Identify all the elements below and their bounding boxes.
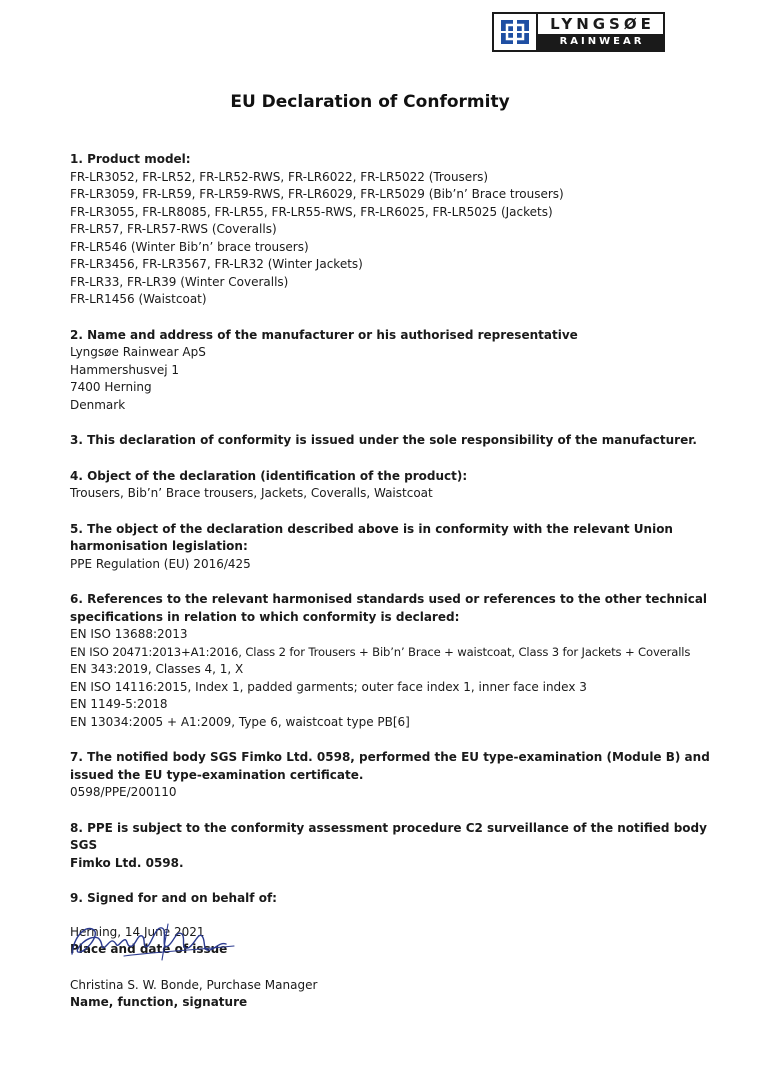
section-manufacturer [70,327,730,415]
standard-line: EN 1149-5:2018 [70,697,168,711]
address-line: Denmark [70,397,126,412]
section-signature [70,890,730,1012]
section-product-model [70,151,730,309]
product-line: FR-LR3052, FR-LR52, FR-LR52-RWS, FR-LR6022, FR-LR5022 (Trousers) [70,169,489,184]
signatory-label: Name, function, signature [70,995,248,1009]
section-heading: 8. PPE is subject to the conformity assessment procedure C2 surveillance of the notified body SGS [70,820,707,852]
product-line: FR-LR3059, FR-LR59, FR-LR59-RWS, FR-LR6029, FR-LR5029 (Bib’n’ Brace trousers) [70,187,564,201]
standard-line: EN ISO 14116:2015, Index 1, padded garments; outer face index 1, inner face index 3 [70,679,587,694]
standard-line: EN ISO 13688:2013 [70,627,188,641]
handwritten-signature [64,916,244,966]
object-line: Trousers, Bib’n’ Brace trousers, Jackets, Coveralls, Waistcoat [70,486,433,500]
section-heading: issued the EU type-examination certificate. [70,767,364,782]
section-heading: 7. The notified body SGS Fimko Ltd. 0598, performed the EU type-examination (Module B) and [70,750,710,764]
section-heading: 9. Signed for and on behalf of: [70,891,277,905]
section-object [70,468,730,503]
lyngsoe-mark-icon [494,14,538,50]
product-line: FR-LR33, FR-LR39 (Winter Coveralls) [70,274,289,289]
section-heading: 3. This declaration of conformity is issued under the sole responsibility of the manufacturer. [70,433,697,447]
product-line: FR-LR1456 (Waistcoat) [70,292,207,306]
company-logo [492,12,665,52]
section-heading: 2. Name and address of the manufacturer or his authorised representative [70,327,578,342]
section-heading: specifications in relation to which conformity is declared: [70,609,460,624]
section-heading: harmonisation legislation: [70,539,248,553]
standard-line: EN 13034:2005 + A1:2009, Type 6, waistcoat type PB[6] [70,714,410,729]
section-legislation [70,521,730,574]
page-title: EU Declaration of Conformity [230,92,510,112]
place-date: Herning, 14 June 2021 [70,924,205,939]
section-heading: 5. The object of the declaration described above is in conformity with the relevant Union [70,521,673,536]
signatory-name: Christina S. W. Bonde, Purchase Manager [70,977,318,992]
product-line: FR-LR3055, FR-LR8085, FR-LR55, FR-LR55-RWS, FR-LR6025, FR-LR5025 (Jackets) [70,204,553,219]
section-responsibility [70,432,730,450]
address-line: Lyngsøe Rainwear ApS [70,345,206,359]
section-notified-body [70,749,730,802]
certificate-number: 0598/PPE/200110 [70,785,177,799]
standard-line: EN ISO 20471:2013+A1:2016, Class 2 for Trousers + Bib’n’ Brace + waistcoat, Class 3 for Jackets + Coveralls [70,644,691,659]
section-heading: Fimko Ltd. 0598. [70,855,184,870]
section-heading: 1. Product model: [70,152,191,166]
address-line: Hammershusvej 1 [70,362,180,377]
section-heading: 4. Object of the declaration (identification of the product): [70,468,468,483]
product-line: FR-LR546 (Winter Bib’n’ brace trousers) [70,239,309,254]
logo-word-top: LYNGSØE [550,15,655,33]
product-line: FR-LR57, FR-LR57-RWS (Coveralls) [70,222,277,236]
section-heading: 6. References to the relevant harmonised standards used or references to the other technical [70,592,708,606]
declaration-body [70,151,730,1030]
standard-line: EN 343:2019, Classes 4, 1, X [70,662,244,676]
address-line: 7400 Herning [70,380,152,394]
section-surveillance [70,820,730,873]
legislation-line: PPE Regulation (EU) 2016/425 [70,556,251,571]
product-line: FR-LR3456, FR-LR3567, FR-LR32 (Winter Jackets) [70,257,363,271]
logo-word-bottom: RAINWEAR [538,34,663,50]
section-standards [70,591,730,731]
place-date-label: Place and date of issue [70,942,228,956]
